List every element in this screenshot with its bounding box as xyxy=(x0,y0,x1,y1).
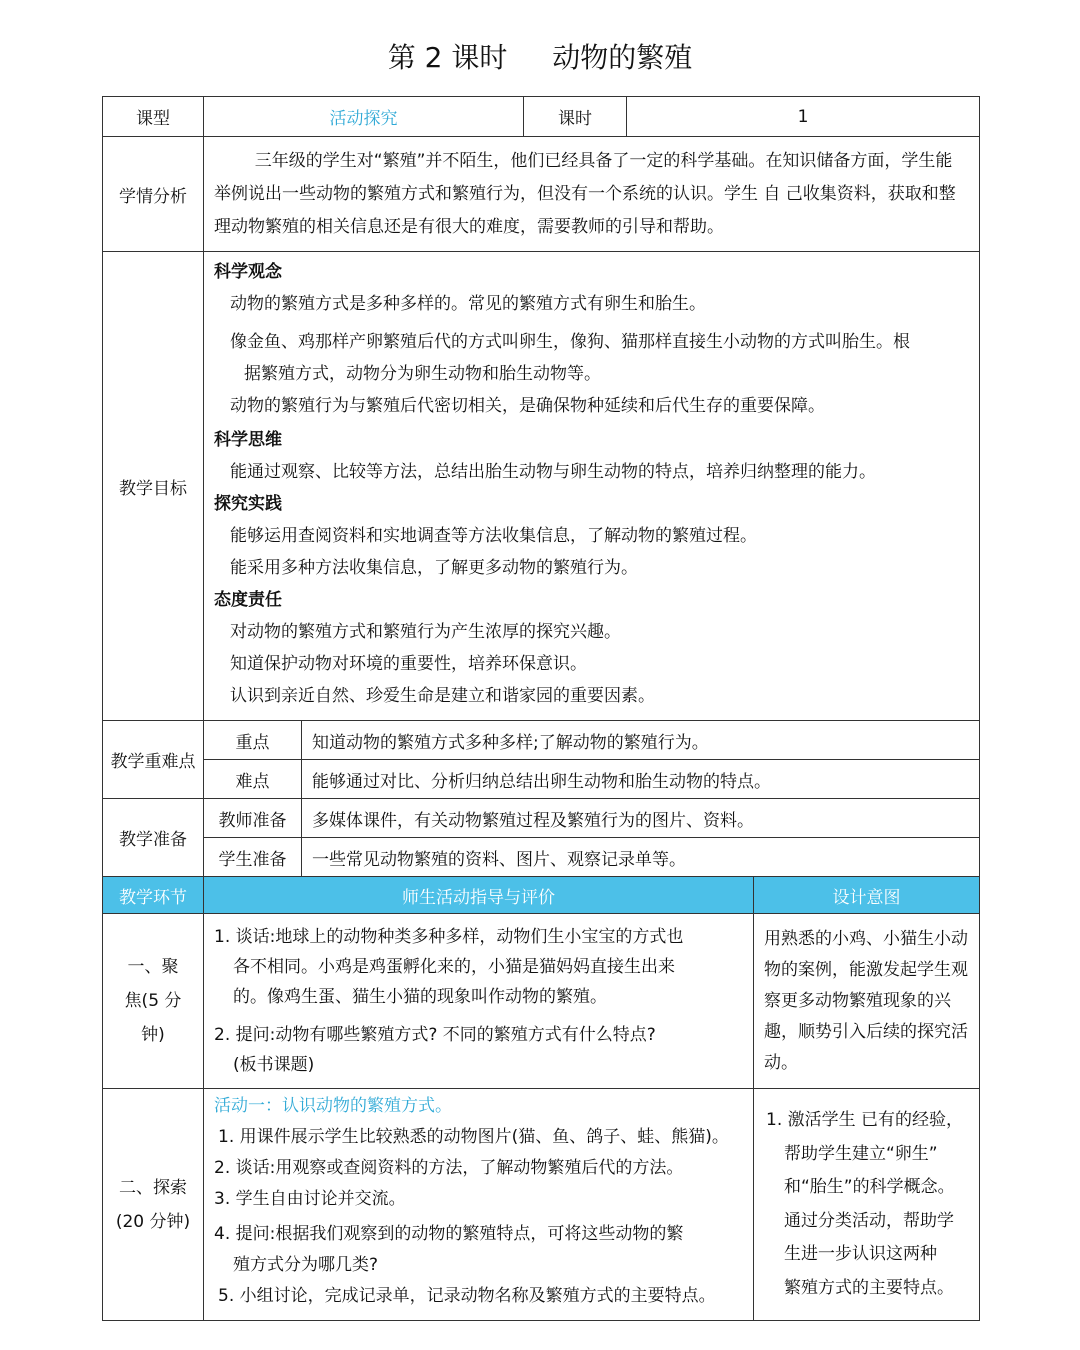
objective-line: 认识到亲近自然、珍爱生命是建立和谐家园的重要因素。 xyxy=(230,686,655,706)
stage2-item: 5. 小组讨论，完成记录单，记录动物名称及繁殖方式的主要特点。 xyxy=(218,1286,716,1306)
lesson-topic: 动物的繁殖 xyxy=(552,41,693,74)
student-prep-text: 一些常见动物繁殖的资料、图片、观察记录单等。 xyxy=(302,838,980,877)
stage2-item: 3. 学生自由讨论并交流。 xyxy=(214,1189,406,1209)
stage1-activity: 1. 谈话:地球上的动物种类多种多样，动物们生小宝宝的方式也 各不相同。小鸡是鸡蛋孵化来的，小猫是猫妈妈直接生出来 的。像鸡生蛋、猫生小猫的现象叫作动物的繁殖。 2. 提问:动物有哪些繁殖方式? 不同的繁殖方式有什么特点? (板书课题) xyxy=(204,914,754,1089)
objective-heading-attitude: 态度责任 xyxy=(214,590,282,610)
objective-line: 据繁殖方式，动物分为卵生动物和胎生动物等。 xyxy=(244,364,601,384)
objectives-cell xyxy=(204,252,980,721)
stage2-item: 4. 提问:根据我们观察到的动物的繁殖特点，可将这些动物的繁 xyxy=(214,1224,684,1244)
stage2-design: 1. 激活学生 已有的经验， 帮助学生建立“卵生” 和“胎生”的科学概念。 通过分类活动，帮助学 生进一步认识这两种 繁殖方式的主要特点。 xyxy=(754,1089,980,1321)
keypoints-label: 教学重难点 xyxy=(103,721,204,799)
prep-label: 教学准备 xyxy=(103,799,204,877)
objective-line: 对动物的繁殖方式和繁殖行为产生浓厚的探究兴趣。 xyxy=(230,622,621,642)
objective-heading-concept: 科学观念 xyxy=(214,262,282,282)
objective-line: 知道保护动物对环境的重要性，培养环保意识。 xyxy=(230,654,587,674)
objective-line: 能通过观察、比较等方法，总结出胎生动物与卵生动物的特点，培养归纳整理的能力。 xyxy=(230,462,876,482)
analysis-text: 三年级的学生对“繁殖”并不陌生，他们已经具备了一定的科学基础。在知识储备方面，学生能举例说出一些动物的繁殖方式和繁殖行为，但没有一个系统的认识。学生 自 己收集资料，获取和整理动物繁殖的相关信息还是有很大的难度，需要教师的引导和帮助。 xyxy=(214,150,956,237)
student-prep-label: 学生准备 xyxy=(204,838,302,877)
activity-title: 活动一：认识动物的繁殖方式。 xyxy=(214,1096,452,1116)
stage1-label: 一、聚 焦(5 分 钟) xyxy=(103,914,204,1089)
focus-text: 知道动物的繁殖方式多种多样;了解动物的繁殖行为。 xyxy=(302,721,980,760)
stage1-item: 1. 谈话:地球上的动物种类多种多样，动物们生小宝宝的方式也 xyxy=(214,927,684,947)
type-value: 活动探究 xyxy=(204,97,524,137)
difficulty-text: 能够通过对比、分析归纳总结出卵生动物和胎生动物的特点。 xyxy=(302,760,980,799)
hours-value: 1 xyxy=(627,97,980,137)
analysis-cell xyxy=(204,137,980,252)
stage2-item: 1. 用课件展示学生比较熟悉的动物图片(猫、鱼、鸽子、蛙、熊猫)。 xyxy=(218,1127,729,1147)
objective-line: 能采用多种方法收集信息，了解更多动物的繁殖行为。 xyxy=(230,558,638,578)
objectives-label: 教学目标 xyxy=(103,252,204,721)
focus-label: 重点 xyxy=(204,721,302,760)
objective-heading-practice: 探究实践 xyxy=(214,494,282,514)
process-header-activity: 师生活动指导与评价 xyxy=(204,877,754,914)
process-header-design: 设计意图 xyxy=(754,877,980,914)
difficulty-label: 难点 xyxy=(204,760,302,799)
stage2-label: 二、探索 (20 分钟) xyxy=(103,1089,204,1321)
stage2-item: 2. 谈话:用观察或查阅资料的方法，了解动物繁殖后代的方法。 xyxy=(214,1158,684,1178)
objective-line: 像金鱼、鸡那样产卵繁殖后代的方式叫卵生，像狗、猫那样直接生小动物的方式叫胎生。根 xyxy=(230,332,910,352)
stage1-design: 用熟悉的小鸡、小猫生小动物的案例，能激发起学生观察更多动物繁殖现象的兴趣，顺势引入后续的探究活动。 xyxy=(754,914,980,1089)
page-title xyxy=(0,36,1080,76)
objective-line: 能够运用查阅资料和实地调查等方法收集信息，了解动物的繁殖过程。 xyxy=(230,526,757,546)
teacher-prep-text: 多媒体课件，有关动物繁殖过程及繁殖行为的图片、资料。 xyxy=(302,799,980,838)
type-label: 课型 xyxy=(103,97,204,137)
process-table xyxy=(102,876,980,1321)
process-header-stage: 教学环节 xyxy=(103,877,204,914)
teacher-prep-label: 教师准备 xyxy=(204,799,302,838)
objective-line: 动物的繁殖行为与繁殖后代密切相关，是确保物种延续和后代生存的重要保障。 xyxy=(230,396,825,416)
hours-label: 课时 xyxy=(524,97,627,137)
lesson-info-table xyxy=(102,96,980,877)
objective-line: 动物的繁殖方式是多种多样的。常见的繁殖方式有卵生和胎生。 xyxy=(230,294,706,314)
analysis-label: 学情分析 xyxy=(103,137,204,252)
stage1-item: 2. 提问:动物有哪些繁殖方式? 不同的繁殖方式有什么特点? xyxy=(214,1025,656,1045)
lesson-number: 第 2 课时 xyxy=(387,41,508,74)
stage2-activity: 活动一：认识动物的繁殖方式。 1. 用课件展示学生比较熟悉的动物图片(猫、鱼、鸽子、蛙、熊猫)。 2. 谈话:用观察或查阅资料的方法，了解动物繁殖后代的方法。 3. 学生自由讨论并交流。 4. 提问:根据我们观察到的动物的繁殖特点，可将这些动物的繁 殖方式分为哪几类? 5. 小组讨论，完成记录单，记录动物名称及繁殖方式的主要特点。 xyxy=(204,1089,754,1321)
objective-heading-thinking: 科学思维 xyxy=(214,430,282,450)
